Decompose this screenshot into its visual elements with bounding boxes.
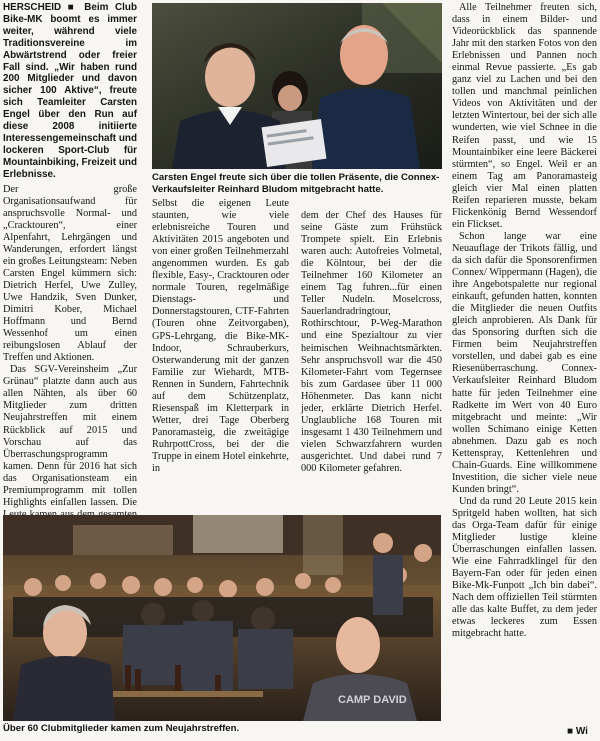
paragraph: Schon lange war eine Neuauflage der Trikots fällig, und da sich dafür die Sponsorenfirmen Connex/ Wippermann (Hagen), die ihre Angebotspalette nur regional einkauft, gefunden hatten, konnten die Mitglieder die neuen Outfits gleich anprobieren. Als Dank für das Sponsoring durften sich die Firmen beim Neujahrstreffen vorstellen, und dabei gab es eine Riesenüberraschung. Connex-Verkaufsleiter Reinhard Bludom hatte für jeden Teilnehmer eine Radkette im Wert von 40 Euro mitgebracht und meinte: „Wir wollen Schimano einige Ketten abnehmen. Dazu gab es noch Kettenspray, Kettenlehren und Chain-Guards. Eine willkommene Investition, die sicher viele neue Kunden bringt“. xyxy=(452,230,597,495)
bottom-photo xyxy=(3,515,441,721)
portrait-photo-image xyxy=(152,3,442,169)
paragraph: dem der Chef des Hauses für seine Gäste zum Frühstück Trompete spielt. Ein Erlebnis waren auch: Autofreies Volmetal, die Kölntour, bei der die Teilnehmer 160 Kilometer an einem Tag fuhren...für einen Teller Nudeln. Moselcross, Sauerlandradringtour, Rothirschtour, P-Weg-Marathon und eine Spezialtour zu vier heimischen Weihnachtsmärkten. Sehr anspruchsvoll war die 450 Kilometer-Fahrt vom Tegernsee bis zum Gardasee über 11 000 Höhenmeter. Das kann nicht jeder, erklärte Dietrich Herfel. Unglaubliche 168 Touren mit insgesamt 1 430 Teilnehmern und vielen Schwarzfahrern wurden ausgerichtet. Und dabei rund 7 000 Kilometer gefahren. xyxy=(301,210,442,474)
article-lead xyxy=(3,2,137,181)
paragraph: Und da rund 20 Leute 2015 kein Spritgeld haben wollten, hat sich das Orga-Team dafür für einige Mitglieder lustige kleine Überraschungen einfallen lassen. Wie eine Fahrradklingel für den Bayern-Fan oder für jeden einen Bike-Mk-Funpott „Ich bin dabei“. Nach dem offiziellen Teil stürmten alle das kalte Buffet, zu dem jeder etwas leckeres zum Essen mitgebracht hatte. xyxy=(452,495,597,640)
paragraph: Selbst die eigenen Leute staunten, wie viele erlebnisreiche Touren und Aktivitäten 2015 angeboten und von einer großen Teilnehmerzahl angenommen wurden. Es gab flexible, Easy-, Cracktouren oder normale Touren, regelmäßige Dienstags- und Donnerstagstouren, CTF-Fahrten (Touren ohne Zeitvorgaben), GPS-Lehrgang, die Bike-MK-Indoor, Schrauberkurs, Osterwanderung mit der ganzen Familie zur Wiehardt, MTB-Rennen in Sundern, Fahrtechnik auf dem Schützenplatz, Riesenspaß im Kletterpark in Wetter, drei Tage Oberberg Panoramasteig, die zweitägige RuhrpottCross, bei der die Truppe in einem Hotel einkehrte, in xyxy=(152,198,289,475)
dateline: HERSCHEID xyxy=(3,2,62,13)
crowd-photo-image xyxy=(3,515,441,721)
bottom-photo-caption: Über 60 Clubmitglieder kamen zum Neujahrstreffen. xyxy=(3,723,240,734)
top-photo-caption: Carsten Engel freute sich über die tollen Präsente, die Connex-Verkaufsleiter Reinhard Bludom mitgebracht hatte. xyxy=(152,172,440,195)
author-signature: ■ Wi xyxy=(567,726,588,737)
top-photo xyxy=(152,3,442,169)
paragraph: Der große Organisationsaufwand für anspruchsvolle Normal- und „Cracktouren“, einer Alpenfahrt, Lehrgängen und Wanderungen, erfordert längst ein großes Leitungsteam: Neben Carsten Engel kümmern sich: Dietrich Herfel, Uwe Zulley, Uwe Handzik, Sven Dunker, Dimitri Kober, Michael Hoffmann und Bernd Wessenhof um einen reibungslosen Ablauf der Treffen und Aktionen. xyxy=(3,183,137,364)
lead-text: Beim Club Bike-MK boomt es immer weiter, während viele Traditionsvereine im Abwärtstrend oder freier Fall sind. „Wir haben rund 200 Mitglieder und davon sicher 100 Aktive“, freute sich Teamleiter Carsten Engel über den Run auf diese 2008 initiierte Interessengemeinschaft und lockeren Sport-Club für Mountainbiking, Freizeit und Erlebnisse. xyxy=(3,2,137,180)
paragraph: Alle Teilnehmer freuten sich, dass in einem Bilder- und Videorückblick das spannende Jahr mit den starken Fotos von den Erlebnissen und Pannen noch einmal Revue passierte. „Es gab ganz viel zu Lachen und bei den tollen und manchmal peinlichen Videos von Aktivitäten und der letzten Wintertour, bei der sich alle wunderten, wie viel Schnee in die Reifen passt, und wie 15 Mountainbiker eine leere Bäckerei stürmten“, so Engel. Weil er an einem Tag am Panoramasteig gleich vier Mal einen platten Reifen reparieren musste, bekam Flickenkönig Bernd Wessendorf ein Flickset. xyxy=(452,2,597,230)
article-column-2 xyxy=(152,198,289,508)
shirt-text: CAMP DAVID xyxy=(338,694,407,706)
bullet-icon: ■ xyxy=(67,2,78,13)
article-column-1 xyxy=(3,2,137,510)
article-column-3 xyxy=(301,210,442,508)
article-column-4 xyxy=(452,2,597,726)
paragraph: Das SGV-Vereinsheim „Zur Grünau“ platzte dann auch aus allen Nähten, als über 60 Mitglieder zum dritten Neujahrstreffen mit einem Rückblick auf 2015 und Vorschau auf das Überraschungsprogramm kamen. Denn für 2016 hat sich das Organisationsteam ein Premiumprogramm mit tollen Highlights einfallen lassen. Die xyxy=(3,364,137,508)
